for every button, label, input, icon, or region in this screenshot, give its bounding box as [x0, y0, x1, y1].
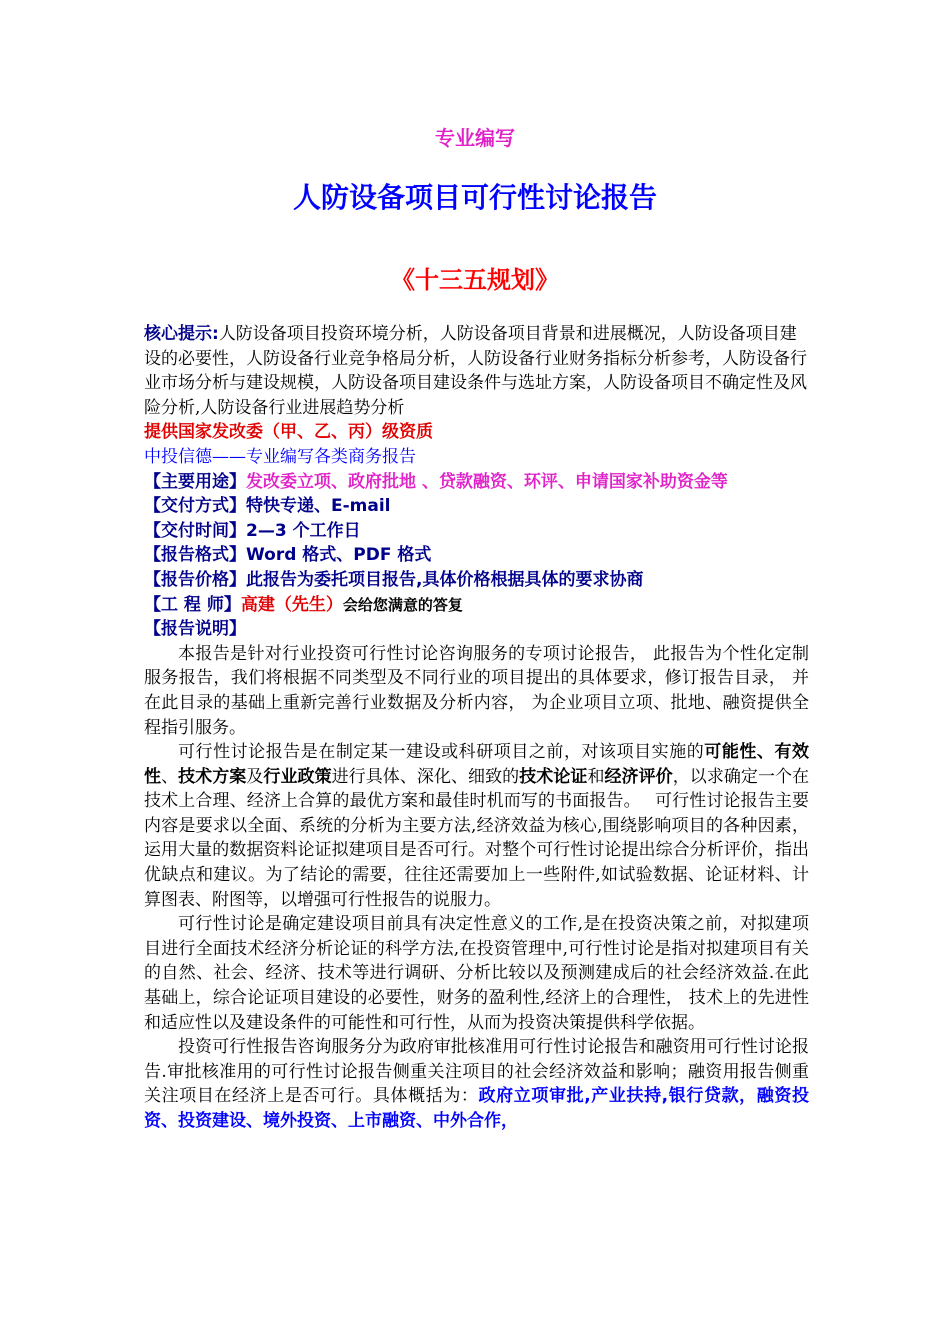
paragraph-1: 本报告是针对行业投资可行性讨论咨询服务的专项讨论报告， 此报告为个性化定制服务报告，我们将根据不同类型及不同行业的项目提出的具体要求，修订报告目录， 并在此目录的基础上重新完善行业数据及分析内容， 为企业项目立项、批地、融资提供全程指引服务。: [144, 643, 809, 738]
report-description-label: 【报告说明】: [144, 619, 246, 640]
p2-text-c4: 和: [587, 766, 605, 787]
p2-bold-1: 可能性、有效性: [144, 742, 810, 787]
summary-text: 人防设备项目投资环境分析，人防设备项目背景和进展概况，人防设备项目建设的必要性，人防设备行业竞争格局分析，人防设备行业财务指标分析参考，人防设备行业市场分析与建设规模，人防设备项目建设条件与选址方案，人防设备项目不确定性及风险分析,人防设备行业进展趋势分析: [144, 324, 807, 418]
info-format: [144, 543, 809, 568]
delivery-label: 【交付方式】: [144, 496, 246, 517]
price-value: 此报告为委托项目报告,具体价格根据具体的要求协商: [246, 569, 644, 590]
paragraph-3: 可行性讨论是确定建设项目前具有决定性意义的工作,是在投资决策之前，对拟建项目进行全面技术经济分析论证的科学方法,在投资管理中,可行性讨论是指对拟建项目有关的自然、社会、经济、技术等进行调研、分析比较以及预测建成后的社会经济效益.在此基础上，综合论证项目建设的必要性，财务的盈利性,经济上的合理性， 技术上的先进性和适应性以及建设条件的可能性和可行性，从而为投资决策提供科学依据。: [144, 914, 809, 1033]
purpose-value: 发改委立项、政府批地 、贷款融资、环评、申请国家补助资金等: [246, 471, 728, 492]
p2-bold-3: 行业政策: [263, 766, 332, 787]
info-delivery: [144, 494, 809, 519]
qualification-line: 提供国家发改委（甲、乙、丙）级资质: [144, 422, 433, 443]
company-line: 中投信德——专业编写各类商务报告: [144, 446, 416, 467]
summary-label: 核心提示:: [144, 324, 219, 344]
info-purpose: [144, 470, 809, 495]
p4-highlight: 政府立项审批,产业扶持,银行贷款，融资投资、投资建设、境外投资、上市融资、中外合作，: [144, 1086, 810, 1131]
p2-text-a: 可行性讨论报告是在制定某一建设或科研项目之前，对该项目实施的: [178, 742, 705, 763]
p2-bold-4: 技术论证: [519, 766, 588, 787]
p2-bold-2: 技术方案: [178, 766, 247, 787]
p2-text-c3: 进行具体、深化、细致的: [331, 766, 520, 787]
p2-text-d: ，以求确定一个在技术上合理、经济上合算的最优方案和最佳时机而写的书面报告。 可行性讨论报告主要内容是要求以全面、系统的分析为主要方法,经济效益为核心,围绕影响项目的各种因素， 运用大量的数据资料论证拟建项目是否可行。对整个可行性讨论提出综合分析评价，指出优缺点和建议。为了结论的需要，往往还需要加上一些附件,如试验数据、论证材料、计算图表、附图等，以增强可行性报告的说服力。: [144, 766, 810, 910]
document-title: 人防设备项目可行性讨论报告: [292, 181, 657, 214]
time-label: 【交付时间】: [144, 520, 246, 541]
price-label: 【报告价格】: [144, 569, 246, 590]
engineer-note: 会给您满意的答复: [342, 595, 463, 614]
p2-bold-5: 经济评价: [604, 766, 673, 787]
time-value: 2—3 个工作日: [246, 520, 361, 541]
paragraph-4: [144, 1035, 809, 1133]
summary: [144, 322, 809, 420]
document-subtitle: 《十三五规划》: [391, 266, 559, 294]
p2-text-c1: 、: [161, 766, 179, 787]
engineer-name: 高建（先生）: [240, 594, 343, 615]
delivery-value: 特快专递、E-mail: [246, 496, 391, 517]
purpose-label: 【主要用途】: [144, 471, 246, 492]
engineer-label: 【工 程 师】: [144, 594, 241, 615]
info-engineer: [144, 593, 809, 618]
info-time: [144, 519, 809, 544]
paragraph-2: [144, 740, 809, 912]
header-tag: 专业编写: [435, 126, 515, 150]
p4-text-a: 投资可行性报告咨询服务分为政府审批核准用可行性讨论报告和融资用可行性讨论报告.审批核准用的可行性讨论报告侧重关注项目的社会经济效益和影响；融资用报告侧重关注项目在经济上是否可行。具体概括为：: [144, 1037, 809, 1107]
document-body: [144, 322, 809, 1134]
format-value: Word 格式、PDF 格式: [246, 545, 432, 566]
info-price: [144, 568, 809, 593]
format-label: 【报告格式】: [144, 545, 246, 566]
p2-text-c2: 及: [246, 766, 264, 787]
